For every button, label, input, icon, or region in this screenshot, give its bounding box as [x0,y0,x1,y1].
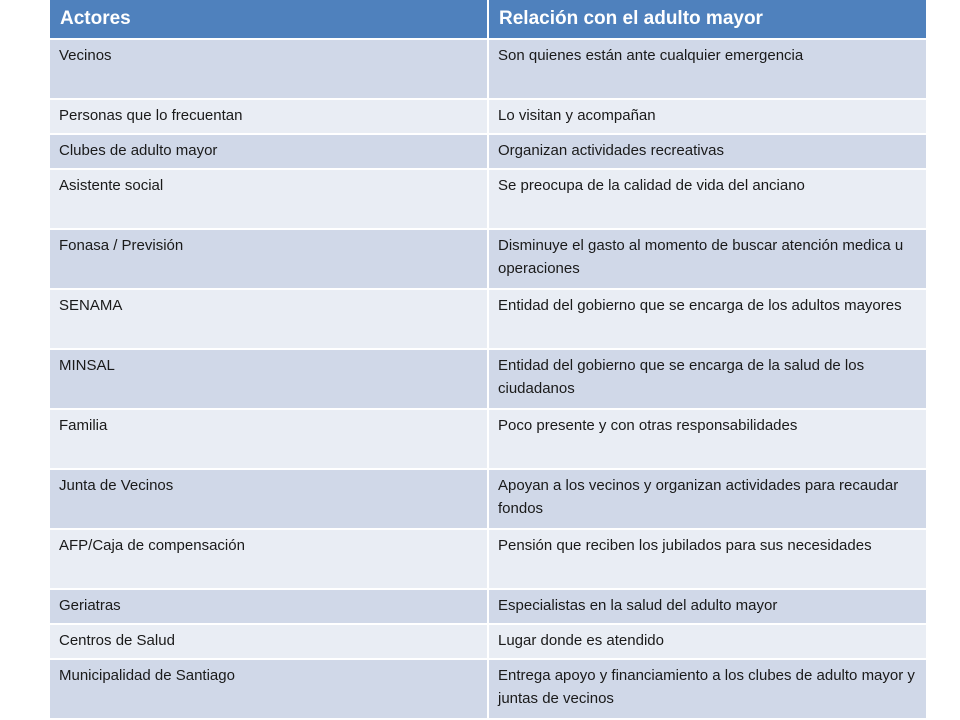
table-row [50,624,926,659]
table-row [50,39,926,99]
actor-cell: Junta de Vecinos [50,469,488,529]
actor-cell: Clubes de adulto mayor [50,134,488,169]
actor-cell: Municipalidad de Santiago [50,659,488,719]
relacion-cell: Pensión que reciben los jubilados para sus necesidades [488,529,926,589]
table-row [50,169,926,229]
table-row [50,229,926,289]
table-row [50,134,926,169]
table-row [50,469,926,529]
relacion-cell: Organizan actividades recreativas [488,134,926,169]
table-row [50,289,926,349]
relacion-cell: Lugar donde es atendido [488,624,926,659]
relacion-cell: Lo visitan y acompañan [488,99,926,134]
relacion-cell: Poco presente y con otras responsabilidades [488,409,926,469]
table-body [50,39,926,719]
relacion-cell: Entrega apoyo y financiamiento a los clubes de adulto mayor y juntas de vecinos [488,659,926,719]
actor-cell: AFP/Caja de compensación [50,529,488,589]
relacion-cell: Entidad del gobierno que se encarga de los adultos mayores [488,289,926,349]
relacion-cell: Son quienes están ante cualquier emergencia [488,39,926,99]
actor-cell: MINSAL [50,349,488,409]
actor-cell: Vecinos [50,39,488,99]
table-row [50,659,926,719]
actor-cell: Asistente social [50,169,488,229]
table-row [50,409,926,469]
header-actores: Actores [50,0,488,39]
header-relacion: Relación con el adulto mayor [488,0,926,39]
actor-cell: Geriatras [50,589,488,624]
actor-cell: Centros de Salud [50,624,488,659]
table-header-row [50,0,926,39]
relacion-cell: Se preocupa de la calidad de vida del anciano [488,169,926,229]
relacion-cell: Especialistas en la salud del adulto mayor [488,589,926,624]
actor-cell: SENAMA [50,289,488,349]
relacion-cell: Apoyan a los vecinos y organizan actividades para recaudar fondos [488,469,926,529]
table-row [50,99,926,134]
relacion-cell: Disminuye el gasto al momento de buscar atención medica u operaciones [488,229,926,289]
table-row [50,349,926,409]
actor-cell: Fonasa / Previsión [50,229,488,289]
actor-cell: Familia [50,409,488,469]
table-row [50,529,926,589]
table-row [50,589,926,624]
actor-cell: Personas que lo frecuentan [50,99,488,134]
relacion-cell: Entidad del gobierno que se encarga de la salud de los ciudadanos [488,349,926,409]
actors-table [50,0,926,720]
